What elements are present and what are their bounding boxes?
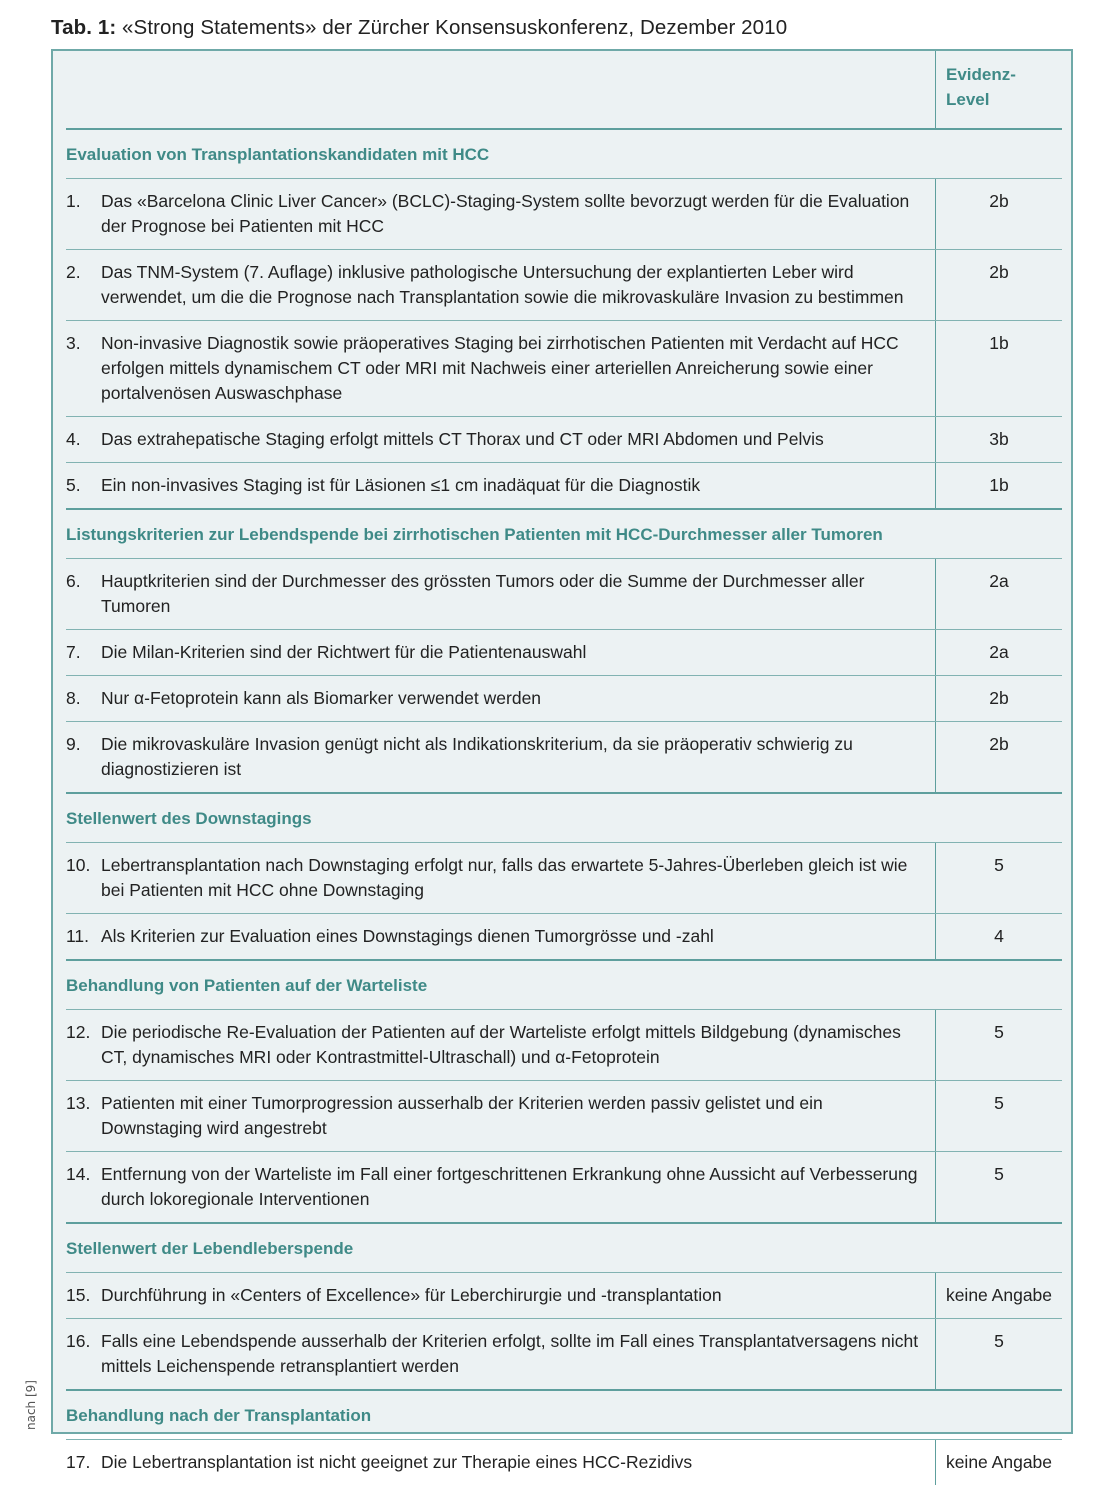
statement-content [66, 1329, 921, 1379]
statement-content [66, 924, 921, 949]
statement-content [66, 686, 921, 711]
header-statement-cell [66, 51, 936, 129]
statement-text: Falls eine Lebendspende ausserhalb der Kriterien erfolgt, sollte im Fall eines Transplantatversagens nicht mittels Leichenspende retransplantiert werden [101, 1329, 921, 1379]
statement-content [66, 569, 921, 619]
statement-number: 7. [66, 640, 101, 665]
table-row [66, 1273, 1062, 1319]
evidence-level: 5 [936, 1152, 1063, 1224]
section-title: Stellenwert der Lebendleberspende [66, 1223, 1062, 1273]
evidence-level: 2b [936, 676, 1063, 722]
statement-content [66, 189, 921, 239]
statement-number: 3. [66, 331, 101, 406]
statement-number: 10. [66, 853, 101, 903]
caption-title: «Strong Statements» der Zürcher Konsensuskonferenz, Dezember 2010 [122, 16, 787, 39]
table-row [66, 676, 1062, 722]
statement-cell [66, 914, 936, 961]
statement-cell [66, 179, 936, 250]
table-row [66, 321, 1062, 417]
statement-number: 6. [66, 569, 101, 619]
evidence-level: 2b [936, 722, 1063, 794]
table-row [66, 1440, 1062, 1485]
statement-cell [66, 630, 936, 676]
evidence-level: 5 [936, 1081, 1063, 1152]
statement-cell [66, 1440, 936, 1485]
statement-number: 11. [66, 924, 101, 949]
header-level-line1: Evidenz- [946, 65, 1016, 84]
statement-content [66, 331, 921, 406]
table-row [66, 914, 1062, 961]
table-row [66, 250, 1062, 321]
statement-cell [66, 250, 936, 321]
table-header-row [66, 51, 1062, 129]
evidence-level: 5 [936, 1319, 1063, 1391]
table-row [66, 463, 1062, 510]
statement-cell [66, 843, 936, 914]
statement-content [66, 732, 921, 782]
table-row [66, 1152, 1062, 1224]
statement-text: Als Kriterien zur Evaluation eines Downstagings dienen Tumorgrösse und -zahl [101, 924, 921, 949]
statement-number: 17. [66, 1450, 101, 1475]
table-row [66, 1081, 1062, 1152]
evidence-level: 2b [936, 250, 1063, 321]
statement-text: Lebertransplantation nach Downstaging erfolgt nur, falls das erwartete 5-Jahres-Überleben gleich ist wie bei Patienten mit HCC ohne Downstaging [101, 853, 921, 903]
evidence-level: keine Angabe [936, 1273, 1063, 1319]
statement-content [66, 1450, 921, 1475]
evidence-level: 2b [936, 179, 1063, 250]
statement-text: Das «Barcelona Clinic Liver Cancer» (BCLC)-Staging-System sollte bevorzugt werden für die Evaluation der Prognose bei Patienten mit HCC [101, 189, 921, 239]
section-header [66, 1390, 1062, 1440]
statement-cell [66, 463, 936, 510]
table-row [66, 559, 1062, 630]
statement-number: 8. [66, 686, 101, 711]
section-title: Listungskriterien zur Lebendspende bei zirrhotischen Patienten mit HCC-Durchmesser aller Tumoren [66, 509, 1062, 559]
statement-cell [66, 1273, 936, 1319]
section-title: Stellenwert des Downstagings [66, 793, 1062, 843]
statement-cell [66, 676, 936, 722]
section-header [66, 793, 1062, 843]
statement-content [66, 473, 921, 498]
section-header [66, 960, 1062, 1010]
evidence-level: 3b [936, 417, 1063, 463]
statement-text: Das TNM-System (7. Auflage) inklusive pathologische Untersuchung der explantierten Leber wird verwendet, um die die Prognose nach Transplantation sowie die mikrovaskuläre Invasion zu bestimmen [101, 260, 921, 310]
statement-number: 5. [66, 473, 101, 498]
statement-text: Entfernung von der Warteliste im Fall einer fortgeschrittenen Erkrankung ohne Aussicht auf Verbesserung durch lokoregionale Interventionen [101, 1162, 921, 1212]
table-row [66, 630, 1062, 676]
statement-text: Die periodische Re-Evaluation der Patienten auf der Warteliste erfolgt mittels Bildgebung (dynamisches CT, dynamisches MRI oder Kontrastmittel-Ultraschall) und α-Fetoprotein [101, 1020, 921, 1070]
statement-text: Non-invasive Diagnostik sowie präoperatives Staging bei zirrhotischen Patienten mit Verdacht auf HCC erfolgen mittels dynamischem CT oder MRI mit Nachweis einer arteriellen Anreicherung sowie einer portalvenösen Auswaschphase [101, 331, 921, 406]
evidence-level: 1b [936, 321, 1063, 417]
statement-cell [66, 722, 936, 794]
table-row [66, 1010, 1062, 1081]
statements-table [66, 51, 1062, 1485]
statement-text: Das extrahepatische Staging erfolgt mittels CT Thorax und CT oder MRI Abdomen und Pelvis [101, 427, 921, 452]
statement-content [66, 640, 921, 665]
statement-cell [66, 417, 936, 463]
statement-text: Hauptkriterien sind der Durchmesser des grössten Tumors oder die Summe der Durchmesser aller Tumoren [101, 569, 921, 619]
statement-number: 16. [66, 1329, 101, 1379]
statement-cell [66, 559, 936, 630]
table-row [66, 1319, 1062, 1391]
statement-number: 2. [66, 260, 101, 310]
statement-cell [66, 321, 936, 417]
header-evidence-level [936, 51, 1063, 129]
source-note: nach [9] [24, 1380, 38, 1430]
caption-label: Tab. 1: [51, 16, 116, 39]
statement-cell [66, 1010, 936, 1081]
table-row [66, 179, 1062, 250]
statement-number: 12. [66, 1020, 101, 1070]
evidence-level: 2a [936, 559, 1063, 630]
statement-number: 9. [66, 732, 101, 782]
header-level-line2: Level [946, 90, 989, 109]
table-frame [51, 49, 1073, 1434]
statement-text: Patienten mit einer Tumorprogression ausserhalb der Kriterien werden passiv gelistet und ein Downstaging wird angestrebt [101, 1091, 921, 1141]
statement-cell [66, 1081, 936, 1152]
statement-content [66, 1091, 921, 1141]
statement-content [66, 853, 921, 903]
evidence-level: 5 [936, 843, 1063, 914]
section-header [66, 129, 1062, 179]
statement-cell [66, 1152, 936, 1224]
statement-number: 15. [66, 1283, 101, 1308]
statement-text: Ein non-invasives Staging ist für Läsionen ≤1 cm inadäquat für die Diagnostik [101, 473, 921, 498]
statement-number: 1. [66, 189, 101, 239]
statement-number: 13. [66, 1091, 101, 1141]
section-header [66, 1223, 1062, 1273]
section-header [66, 509, 1062, 559]
evidence-level: keine Angabe [936, 1440, 1063, 1485]
table-row [66, 722, 1062, 794]
statement-text: Durchführung in «Centers of Excellence» für Leberchirurgie und -transplantation [101, 1283, 921, 1308]
table-row [66, 843, 1062, 914]
section-title: Behandlung von Patienten auf der Warteliste [66, 960, 1062, 1010]
table-caption [51, 16, 787, 40]
statement-number: 14. [66, 1162, 101, 1212]
statement-content [66, 1020, 921, 1070]
evidence-level: 4 [936, 914, 1063, 961]
statement-content [66, 427, 921, 452]
statement-content [66, 260, 921, 310]
section-title: Behandlung nach der Transplantation [66, 1390, 1062, 1440]
section-title: Evaluation von Transplantationskandidaten mit HCC [66, 129, 1062, 179]
evidence-level: 5 [936, 1010, 1063, 1081]
statement-text: Die Lebertransplantation ist nicht geeignet zur Therapie eines HCC-Rezidivs [101, 1450, 921, 1475]
evidence-level: 1b [936, 463, 1063, 510]
statement-content [66, 1162, 921, 1212]
statement-content [66, 1283, 921, 1308]
table-row [66, 417, 1062, 463]
evidence-level: 2a [936, 630, 1063, 676]
statement-cell [66, 1319, 936, 1391]
statement-text: Nur α-Fetoprotein kann als Biomarker verwendet werden [101, 686, 921, 711]
statement-text: Die mikrovaskuläre Invasion genügt nicht als Indikationskriterium, da sie präoperativ schwierig zu diagnostizieren ist [101, 732, 921, 782]
statement-number: 4. [66, 427, 101, 452]
statement-text: Die Milan-Kriterien sind der Richtwert für die Patientenauswahl [101, 640, 921, 665]
